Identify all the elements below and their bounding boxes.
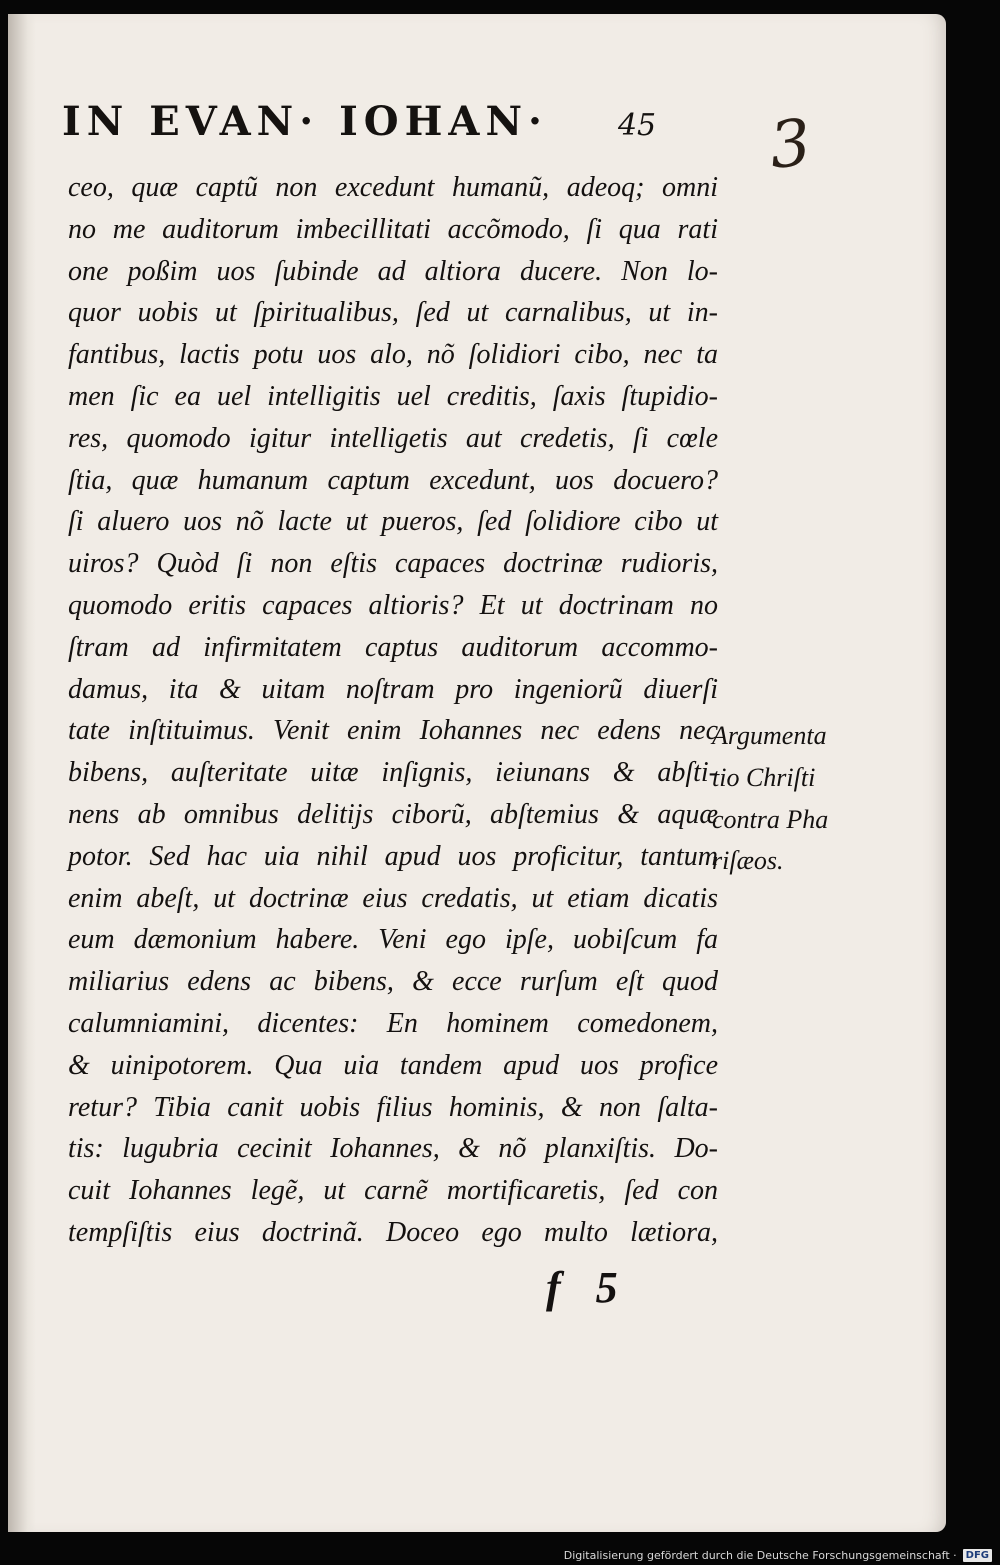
text-line: miliarius edens ac bibens, & ecce rurſum eſt quod: [68, 966, 718, 998]
text-line: ceo, quæ captũ non excedunt humanũ, adeoq; omni: [68, 172, 718, 203]
text-line: no me auditorum imbecillitati accõmodo, ſi qua rati: [68, 213, 718, 245]
text-line: eum dæmonium habere. Veni ego ipſe, uobiſcum fa: [68, 924, 718, 956]
text-line: men ſic ea uel intelligitis uel creditis, ſaxis ſtupidio-: [68, 380, 718, 412]
marginal-note: [712, 715, 882, 882]
text-line: res, quomodo igitur intelligetis aut credetis, ſi cœle: [68, 422, 718, 454]
running-title: IN EVAN· IOHAN·: [62, 98, 548, 145]
text-line: calumniamini, dicentes: En hominem comedonem,: [68, 1007, 718, 1039]
text-line: & uinipotorem. Qua uia tandem apud uos profice: [68, 1049, 718, 1081]
text-line: enim abeſt, ut doctrinæ eius credatis, ut etiam dicatis: [68, 882, 718, 914]
text-line: cuit Iohannes legẽ, ut carnẽ mortificaretis, ſed con: [68, 1175, 718, 1207]
marginal-note-line: riſæos.: [712, 846, 784, 876]
text-line: tate inſtituimus. Venit enim Iohannes nec edens nec: [68, 715, 718, 747]
text-line: nens ab omnibus delitijs ciborũ, abſtemius & aquæ: [68, 798, 718, 830]
text-line: potor. Sed hac uia nihil apud uos proficitur, tantum: [68, 840, 718, 872]
marginal-note-line: contra Pha: [712, 804, 829, 834]
dfg-logo: DFG: [963, 1549, 992, 1562]
running-head: [62, 98, 822, 145]
marginal-note-line: tio Chriſti: [712, 762, 816, 792]
text-line: ſtia, quæ humanum captum excedunt, uos docuero?: [68, 464, 718, 496]
text-line: tempſiſtis eius doctrinã. Doceo ego multo lætiora,: [68, 1216, 718, 1248]
marginal-note-line: Argumenta: [712, 721, 827, 750]
text-line: bibens, auſteritate uitæ inſignis, ieiunans & abſti-: [68, 757, 718, 789]
text-line: ſi aluero uos nõ lacte ut pueros, ſed ſolidiore cibo ut: [68, 506, 718, 538]
text-line: ſtram ad infirmitatem captus auditorum accommo-: [68, 631, 718, 663]
folio-number: 45: [617, 108, 657, 143]
text-line: tis: lugubria cecinit Iohannes, & nõ planxiſtis. Do-: [68, 1133, 718, 1165]
text-line: fantibus, lactis potu uos alo, nõ ſolidiori cibo, nec ta: [68, 339, 718, 371]
handwritten-page-number: 3: [766, 106, 815, 184]
main-text-block: [68, 167, 718, 1254]
text-line: one poßim uos ſubinde ad altiora ducere. Non lo-: [68, 255, 718, 287]
text-line: retur? Tibia canit uobis filius hominis, & non ſalta-: [68, 1091, 718, 1123]
text-line: uiros? Quòd ſi non eſtis capaces doctrinæ rudioris,: [68, 548, 718, 580]
text-line: quor uobis ut ſpiritualibus, ſed ut carnalibus, ut in-: [68, 297, 718, 329]
text-line: quomodo eritis capaces altioris? Et ut doctrinam no: [68, 589, 718, 621]
credit-text: Digitalisierung gefördert durch die Deutsche Forschungsgemeinschaft ·: [563, 1549, 957, 1562]
text-line: damus, ita & uitam noſtram pro ingeniorũ diuerſi: [68, 673, 718, 705]
signature-mark: f 5: [546, 1263, 618, 1312]
page-gutter-shadow: [8, 14, 36, 1532]
digitization-credit: [564, 1549, 992, 1562]
